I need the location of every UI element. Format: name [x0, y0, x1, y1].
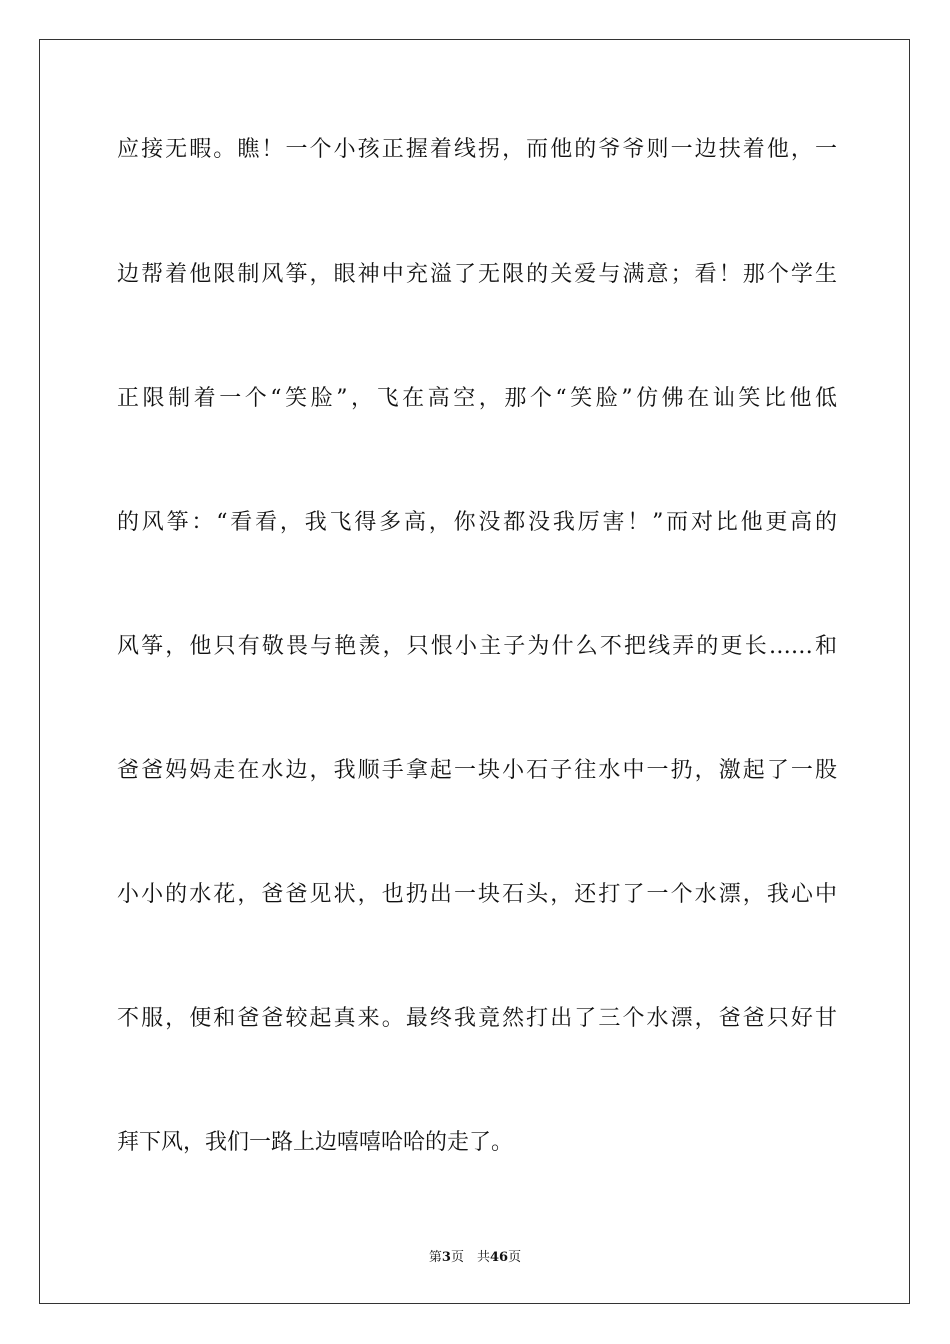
body-line-1: 应接无暇。瞧！一个小孩正握着线拐，而他的爷爷则一边扶着他，一 [117, 137, 837, 162]
page-mid: 页 共 [450, 1250, 490, 1265]
page-suffix: 页 [508, 1250, 522, 1265]
body-line-2: 边帮着他限制风筝，眼神中充溢了无限的关爱与满意；看！那个学生 [117, 262, 837, 287]
page-prefix: 第 [428, 1250, 442, 1265]
body-line-3: 正限制着一个“笑脸”，飞在高空，那个“笑脸”仿佛在讪笑比他低 [117, 386, 837, 411]
body-line-5: 风筝，他只有敬畏与艳羡，只恨小主子为什么不把线弄的更长……和 [117, 634, 837, 659]
total-page-count: 46 [489, 1250, 509, 1265]
body-line-6: 爸爸妈妈走在水边，我顺手拿起一块小石子往水中一扔，激起了一股 [117, 758, 837, 783]
page-border [39, 39, 910, 1304]
current-page-number: 3 [441, 1250, 451, 1265]
body-line-8: 不服，便和爸爸较起真来。最终我竟然打出了三个水漂，爸爸只好甘 [117, 1006, 837, 1031]
body-line-7: 小小的水花，爸爸见状，也扔出一块石头，还打了一个水漂，我心中 [117, 882, 837, 907]
body-line-9: 拜下风，我们一路上边嘻嘻哈哈的走了。 [117, 1130, 514, 1155]
page-number-footer [0, 1246, 950, 1265]
body-line-4: 的风筝：“看看，我飞得多高，你没都没我厉害！”而对比他更高的 [117, 510, 837, 535]
